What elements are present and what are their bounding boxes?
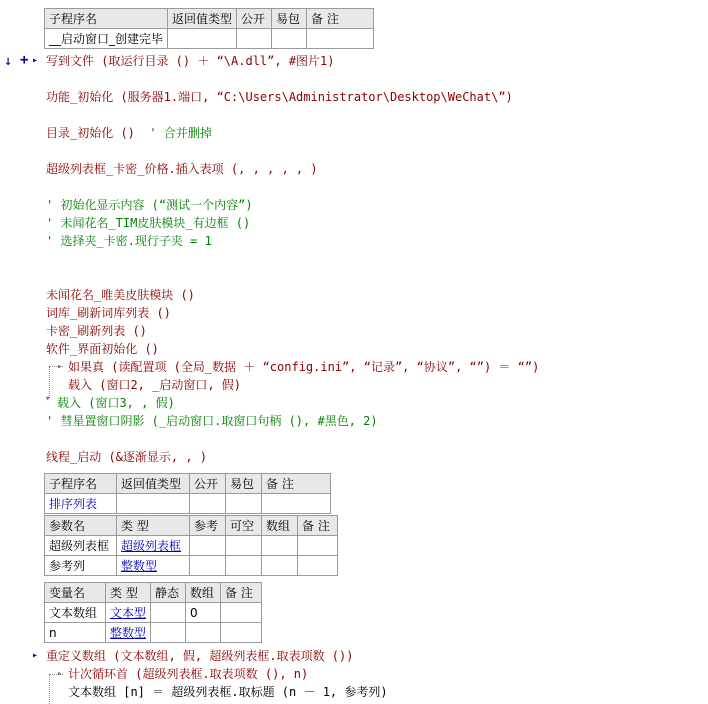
col-header: 数组 xyxy=(262,516,298,536)
col-header: 变量名 xyxy=(45,583,106,603)
code-line[interactable]: 词库_刷新词库列表 () xyxy=(46,306,171,320)
col-header: 备 注 xyxy=(262,474,331,494)
col-header: 子程序名 xyxy=(45,474,117,494)
arrow-right-icon: ▸ xyxy=(32,55,39,66)
col-header: 参考 xyxy=(190,516,226,536)
code-line[interactable]: 未闻花名_唯美皮肤模块 () xyxy=(46,288,195,302)
col-header: 备 注 xyxy=(221,583,262,603)
code-line[interactable]: 重定义数组 (文本数组, 假, 超级列表框.取表项数 ()) xyxy=(46,649,354,663)
code-line[interactable]: 文本数组 [n] ＝ 超级列表框.取标题 (n － 1, 参考列) xyxy=(68,685,388,699)
var-type[interactable]: 文本型 xyxy=(106,603,151,623)
code-line[interactable]: 功能_初始化 (服务器1.端口, “C:\Users\Administrator\Desktop\WeChat\”) xyxy=(46,90,513,104)
arrow-right-icon: ▸ xyxy=(57,362,63,372)
col-header: 参数名 xyxy=(45,516,117,536)
col-header: 数组 xyxy=(186,583,221,603)
col-header: 备 注 xyxy=(298,516,338,536)
param-type[interactable]: 整数型 xyxy=(117,556,190,576)
arrow-right-icon: ▸ xyxy=(32,650,39,661)
code-call: 目录_初始化 () xyxy=(46,126,135,140)
code-line[interactable]: 线程_启动 (&逐渐显示, , ) xyxy=(46,450,208,464)
var-array[interactable]: 0 xyxy=(186,603,221,623)
code-comment[interactable]: ' 未闻花名_TIM皮肤模块_有边框 () xyxy=(46,216,251,230)
arrow-right-icon: ▸ xyxy=(57,669,63,679)
code-line[interactable]: 载入 (窗口3, , 假) xyxy=(57,396,175,410)
if-statement[interactable]: 如果真 (读配置项 (全局_数据 ＋ “config.ini”, “记录”, “协议”, “”) ＝ “”) xyxy=(68,360,540,374)
code-line[interactable]: 软件_界面初始化 () xyxy=(46,342,159,356)
subroutine-name[interactable]: __启动窗口_创建完毕 xyxy=(45,29,168,49)
col-header: 易包 xyxy=(272,9,307,29)
variable-table xyxy=(44,582,262,643)
arrow-down-icon: ▾ xyxy=(45,394,51,404)
code-comment[interactable]: ' 彗星置窗口阴影 (_启动窗口.取窗口句柄 (), #黑色, 2) xyxy=(46,414,378,428)
code-line[interactable]: 载入 (窗口2, _启动窗口, 假) xyxy=(68,378,242,392)
code-comment[interactable]: ' 选择夹_卡密.现行子夹 = 1 xyxy=(46,234,212,248)
subroutine-table-2 xyxy=(44,473,331,514)
col-header: 子程序名 xyxy=(45,9,168,29)
param-name[interactable]: 参考列 xyxy=(45,556,117,576)
col-header: 易包 xyxy=(226,474,262,494)
subroutine-table-1 xyxy=(44,8,374,49)
param-type[interactable]: 超级列表框 xyxy=(117,536,190,556)
code-comment: ' 合并删掉 xyxy=(134,126,212,140)
col-header: 公开 xyxy=(237,9,272,29)
code-line[interactable] xyxy=(46,125,212,141)
code-line[interactable]: 超级列表框_卡密_价格.插入表项 (, , , , , ) xyxy=(46,162,318,176)
expand-plus-icon[interactable]: + xyxy=(20,52,29,68)
code-line[interactable]: 卡密_刷新列表 () xyxy=(46,324,147,338)
col-header: 静态 xyxy=(151,583,186,603)
col-header: 公开 xyxy=(190,474,226,494)
col-header: 返回值类型 xyxy=(168,9,237,29)
param-name[interactable]: 超级列表框 xyxy=(45,536,117,556)
col-header: 返回值类型 xyxy=(117,474,190,494)
var-name[interactable]: 文本数组 xyxy=(45,603,106,623)
param-table xyxy=(44,515,338,576)
code-line[interactable]: 写到文件 (取运行目录 () ＋ “\A.dll”, #图片1) xyxy=(46,54,335,68)
col-header: 可空 xyxy=(226,516,262,536)
var-type[interactable]: 整数型 xyxy=(106,623,151,643)
code-comment[interactable]: ' 初始化显示内容 (“测试一个内容”) xyxy=(46,198,253,212)
var-name[interactable]: n xyxy=(45,623,106,643)
col-header: 类 型 xyxy=(117,516,190,536)
col-header: 备 注 xyxy=(307,9,374,29)
editor-gutter xyxy=(0,0,42,704)
flow-guide-line xyxy=(49,674,50,704)
col-header: 类 型 xyxy=(106,583,151,603)
subroutine-name[interactable]: 排序列表 xyxy=(45,494,117,514)
var-array[interactable] xyxy=(186,623,221,643)
loop-statement[interactable]: 计次循环首 (超级列表框.取表项数 (), n) xyxy=(68,667,309,681)
arrow-down-icon: ↓ xyxy=(4,53,13,69)
